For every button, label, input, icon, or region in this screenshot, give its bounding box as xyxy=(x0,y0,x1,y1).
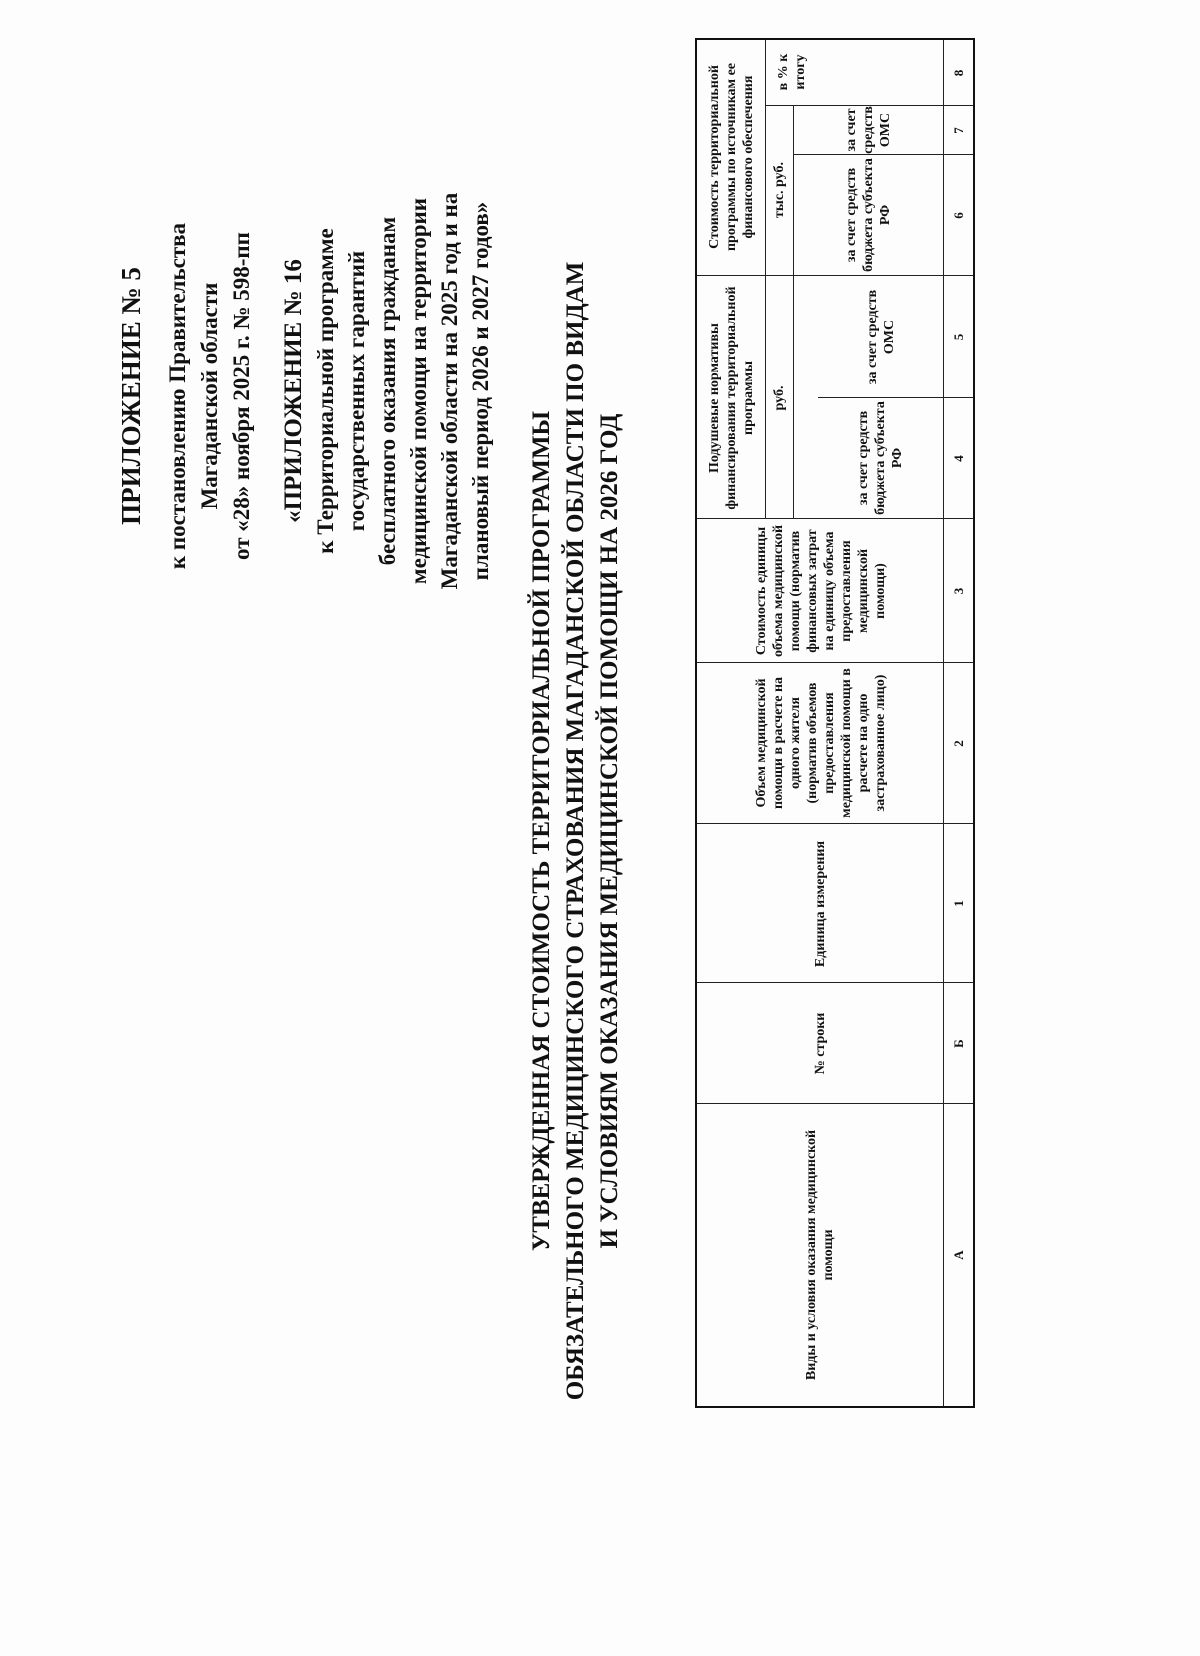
appendix16-block xyxy=(280,136,496,646)
header-cell: за счет средств бюджета субъекта РФ xyxy=(843,158,893,272)
document-title xyxy=(525,206,627,1456)
column-number: 1 xyxy=(950,900,966,907)
column-number: 5 xyxy=(950,333,966,341)
header-cell: в % к итогу xyxy=(776,53,808,91)
column-number: 6 xyxy=(950,212,966,219)
appendix16-line: медицинской помощи на территории xyxy=(406,197,431,585)
table-divider xyxy=(697,982,973,983)
header-cell: Стоимость единицы объема медицинской помощи (норматив финансовых затрат на единицу объема предоставления медицинской помощи) xyxy=(754,524,888,658)
unit-label: тыс. руб. xyxy=(771,162,787,218)
decree-line: к постановлению Правительства xyxy=(165,222,190,570)
appendix16-line: к Территориальной программе xyxy=(313,228,338,554)
appendix16-line: плановый период 2026 и 2027 годов» xyxy=(468,201,493,581)
table-divider xyxy=(697,823,973,824)
table-divider xyxy=(697,1103,973,1104)
group-header: Подушевые нормативы финансирования территориальной программы xyxy=(706,286,756,510)
group-header: Стоимость территориальной программы по источникам ее финансового обеспечения xyxy=(706,62,756,252)
column-number: 3 xyxy=(950,587,966,595)
header-cell: за счет средств ОМС xyxy=(843,106,893,154)
decree-reference xyxy=(162,206,258,586)
header-cell: Виды и условия оказания медицинской помощи xyxy=(804,1129,836,1381)
title-line: И УСЛОВИЯМ ОКАЗАНИЯ МЕДИЦИНСКОЙ ПОМОЩИ НА 2026 ГОД xyxy=(596,413,623,1249)
appendix16-title: «ПРИЛОЖЕНИЕ № 16 xyxy=(280,259,307,523)
header-cell: за счет средств ОМС xyxy=(864,289,897,385)
title-line: УТВЕРЖДЕННАЯ СТОИМОСТЬ ТЕРРИТОРИАЛЬНОЙ ПРОГРАММЫ xyxy=(528,410,555,1252)
header-cell: Единица измерения xyxy=(812,840,828,968)
appendix-title: ПРИЛОЖЕНИЕ № 5 xyxy=(116,267,146,525)
column-number: А xyxy=(950,1250,966,1260)
unit-label: руб. xyxy=(771,385,787,411)
title-line: ОБЯЗАТЕЛЬНОГО МЕДИЦИНСКОГО СТРАХОВАНИЯ МАГАДАНСКОЙ ОБЛАСТИ ПО ВИДАМ xyxy=(562,261,589,1401)
header-cell: за счет средств бюджета субъекта РФ xyxy=(856,401,905,515)
header-cell: Объем медицинской помощи в расчете на одного жителя (норматив объемов предоставления медицинской помощи в расчете на одно застрахованное лицо) xyxy=(754,668,888,818)
appendix16-line: государственных гарантий xyxy=(344,250,369,532)
column-number: 7 xyxy=(950,127,966,134)
appendix16-line: Магаданской области на 2025 год и на xyxy=(437,192,462,590)
column-number: 2 xyxy=(950,740,966,747)
decree-line: от «28» ноября 2025 г. № 598-пп xyxy=(229,232,254,560)
column-number: Б xyxy=(950,1039,966,1048)
column-number: 4 xyxy=(950,455,966,462)
column-number: 8 xyxy=(950,69,966,77)
table-divider xyxy=(793,276,794,519)
appendix16-line: бесплатного оказания гражданам xyxy=(375,216,400,566)
table-divider xyxy=(697,275,973,276)
table-divider xyxy=(697,518,973,519)
decree-line: Магаданской области xyxy=(197,282,222,510)
cost-table xyxy=(695,38,975,1408)
table-divider xyxy=(697,662,973,663)
header-cell: № строки xyxy=(812,1012,828,1075)
